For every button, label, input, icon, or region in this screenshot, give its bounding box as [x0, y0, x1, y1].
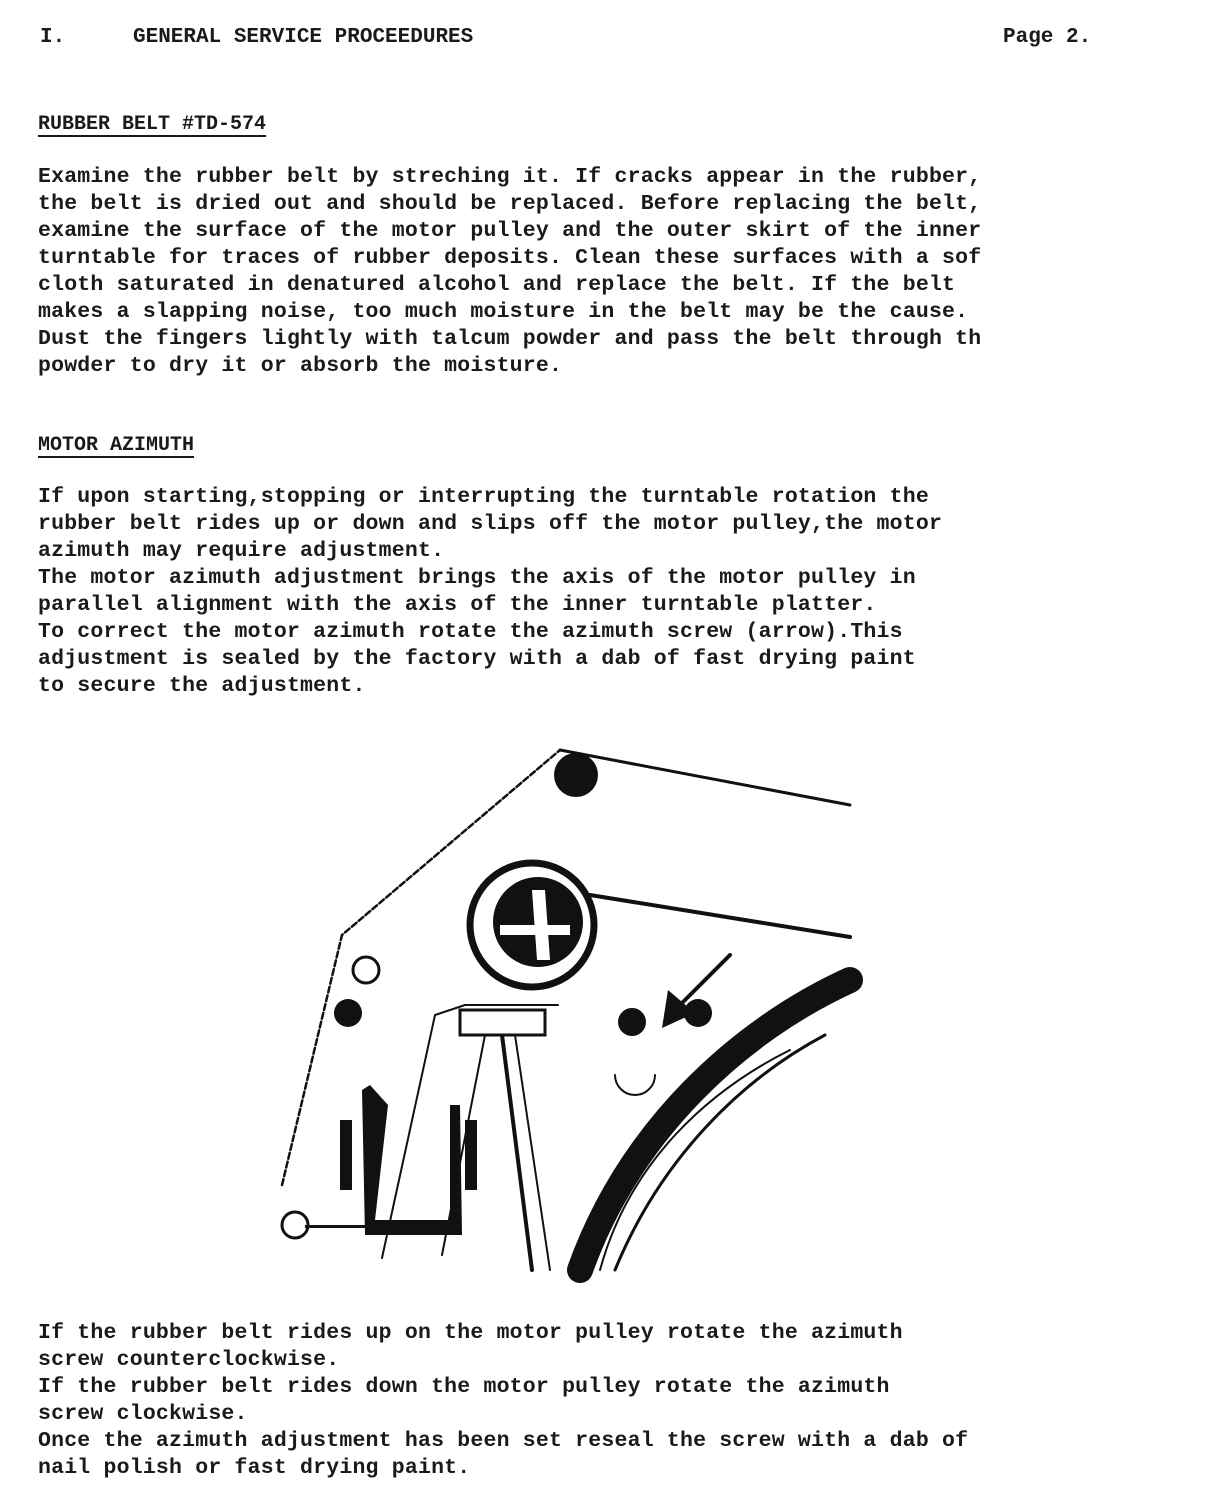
text-line: makes a slapping noise, too much moisture in the belt may be the cause.: [38, 300, 969, 324]
motor-azimuth-heading: MOTOR AZIMUTH: [38, 434, 195, 457]
text-line: If the rubber belt rides up on the motor pulley rotate the azimuth: [38, 1321, 903, 1345]
text-line: the belt is dried out and should be replaced. Before replacing the belt,: [38, 192, 982, 216]
text-line: screw counterclockwise.: [38, 1348, 340, 1372]
text-line: If the rubber belt rides down the motor pulley rotate the azimuth: [38, 1375, 890, 1399]
text-line: to secure the adjustment.: [38, 674, 366, 698]
motor-azimuth-figure: [270, 730, 870, 1290]
turntable-motor-diagram: [270, 730, 870, 1290]
text-line: azimuth may require adjustment.: [38, 539, 445, 563]
text-line: adjustment is sealed by the factory with a dab of fast drying paint: [38, 647, 916, 671]
text-line: nail polish or fast drying paint.: [38, 1456, 471, 1480]
text-line: cloth saturated in denatured alcohol and replace the belt. If the belt: [38, 273, 956, 297]
text-line: rubber belt rides up or down and slips off the motor pulley,the motor: [38, 512, 943, 536]
rubber-belt-heading: RUBBER BELT #TD-574: [38, 113, 267, 136]
text-line: turntable for traces of rubber deposits. Clean these surfaces with a sof: [38, 246, 982, 270]
text-line: Dust the fingers lightly with talcum powder and pass the belt through th: [38, 327, 982, 351]
section-number: I.: [40, 26, 66, 49]
text-line: powder to dry it or absorb the moisture.: [38, 354, 563, 378]
text-line: parallel alignment with the axis of the inner turntable platter.: [38, 593, 877, 617]
text-line: The motor azimuth adjustment brings the axis of the motor pulley in: [38, 566, 916, 590]
page-number: Page 2.: [1003, 26, 1092, 49]
text-line: screw clockwise.: [38, 1402, 248, 1426]
text-line: examine the surface of the motor pulley and the outer skirt of the inner: [38, 219, 982, 243]
text-line: To correct the motor azimuth rotate the azimuth screw (arrow).This: [38, 620, 903, 644]
text-line: If upon starting,stopping or interrupting the turntable rotation the: [38, 485, 929, 509]
section-title: GENERAL SERVICE PROCEEDURES: [133, 26, 474, 49]
text-line: Once the azimuth adjustment has been set reseal the screw with a dab of: [38, 1429, 969, 1453]
text-line: Examine the rubber belt by streching it. If cracks appear in the rubber,: [38, 165, 982, 189]
